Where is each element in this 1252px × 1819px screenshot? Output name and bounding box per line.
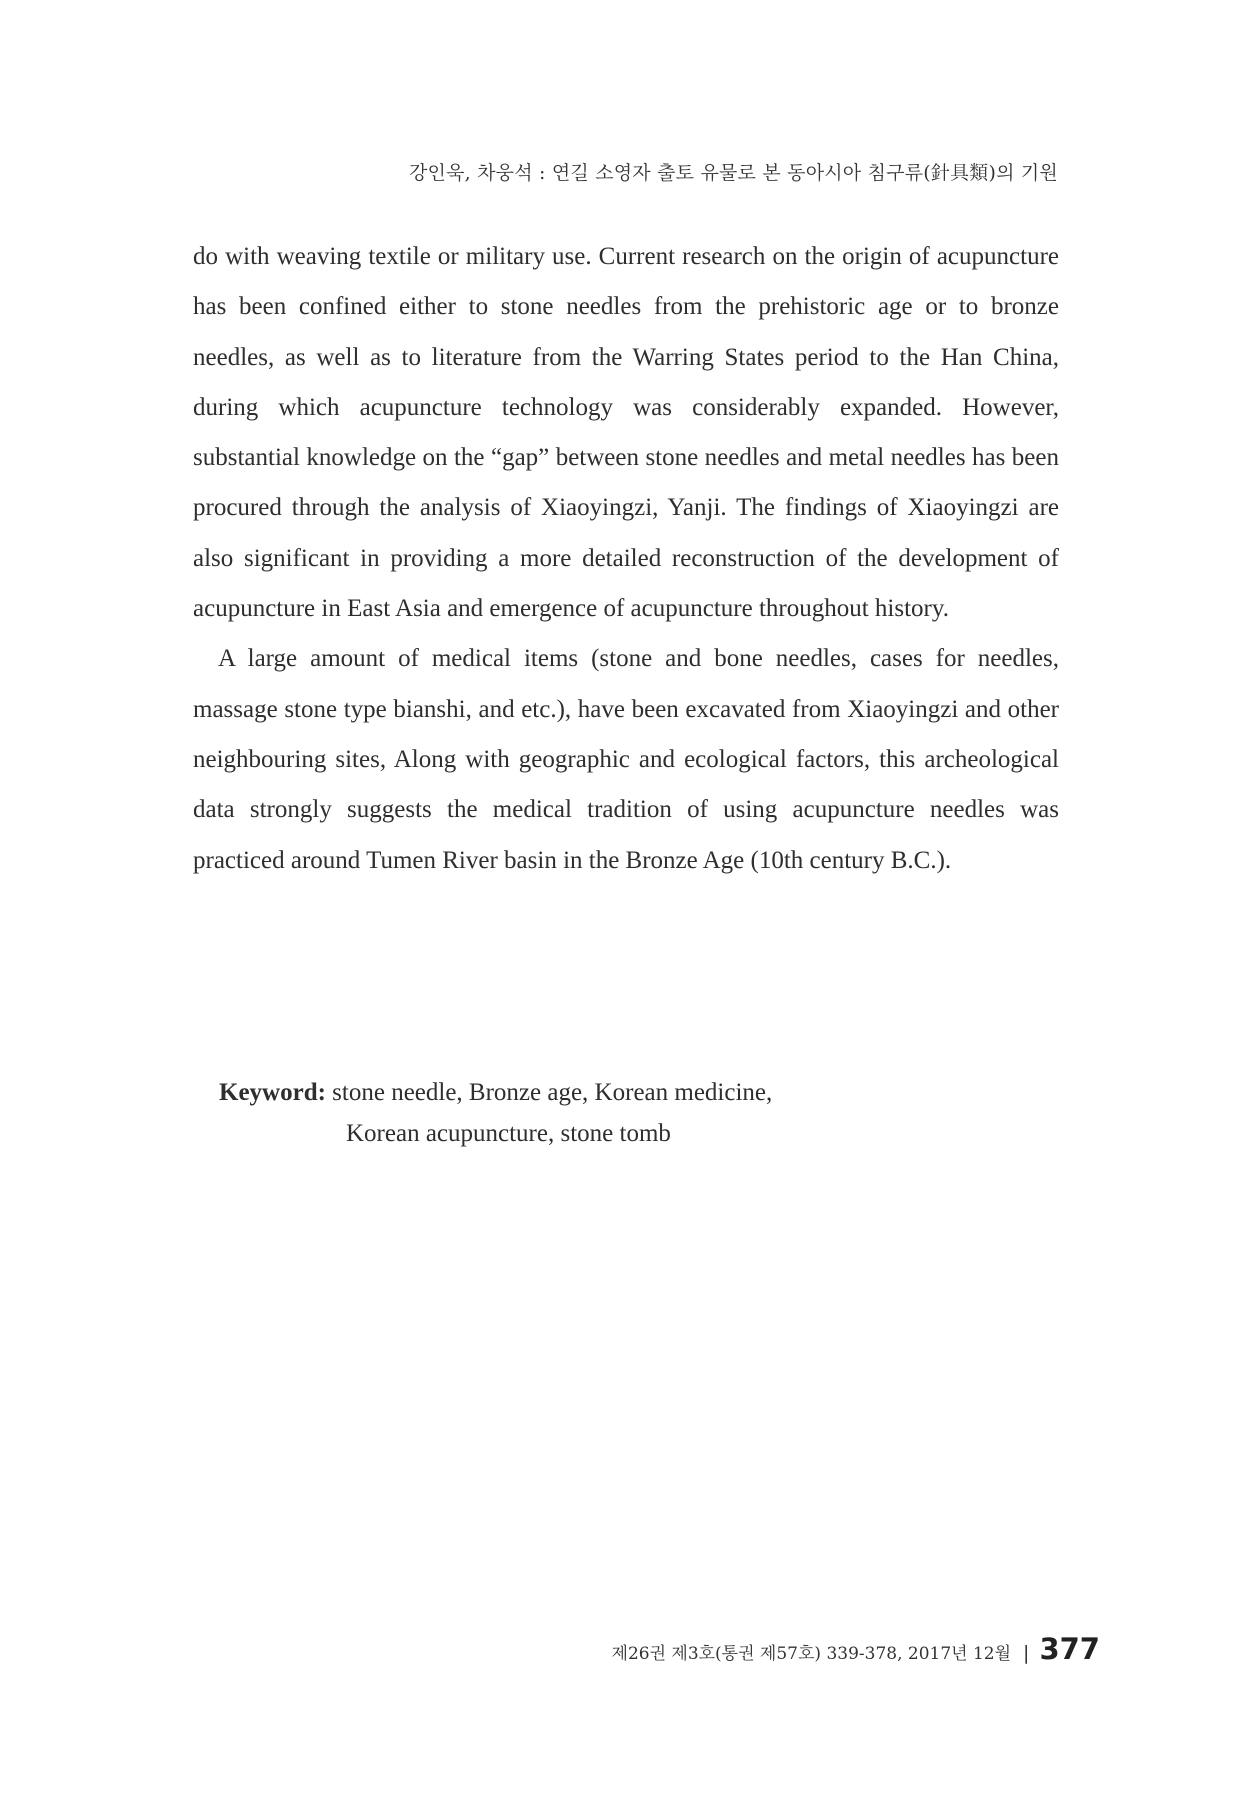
paragraph-2: A large amount of medical items (stone and bone needles, cases for needles, massage stone type bianshi, and etc.), have been excavated from Xiaoyingzi and other neighbouring sites, Along with geographic and ecological factors, this archeological data strongly suggests the medical tradition of using acupuncture needles was practiced around Tumen River basin in the Bronze Age (10th century B.C.).	[193, 645, 1059, 874]
keywords-label: Keyword:	[219, 1079, 326, 1106]
journal-citation: 제26권 제3호(통권 제57호) 339-378, 2017년 12월	[611, 1644, 1012, 1664]
keywords-text-1: stone needle, Bronze age, Korean medicine,	[325, 1079, 773, 1106]
keywords-block	[219, 1072, 772, 1154]
running-head: 강인욱, 차웅석 : 연길 소영자 출토 유물로 본 동아시아 침구류(針具類)의 기원	[408, 162, 1058, 184]
page-footer	[612, 1632, 1100, 1666]
keywords-line-2: Korean acupuncture, stone tomb	[346, 1120, 671, 1147]
keywords-line-1	[219, 1072, 772, 1113]
page-number: 377	[1039, 1632, 1100, 1666]
paragraph-1: do with weaving textile or military use. Current research on the origin of acupuncture has been confined either to stone needles from the prehistoric age or to bronze needles, as well as to literature from the Warring States period to the Han China, during which acupuncture technology was considerably expanded. However, substantial knowledge on the “gap” between stone needles and metal needles has been procured through the analysis of Xiaoyingzi, Yanji. The findings of Xiaoyingzi are also significant in providing a more detailed reconstruction of the development of acupuncture in East Asia and emergence of acupuncture throughout history.	[193, 243, 1059, 623]
abstract-body	[193, 232, 1059, 886]
footer-separator: |	[1023, 1642, 1030, 1664]
